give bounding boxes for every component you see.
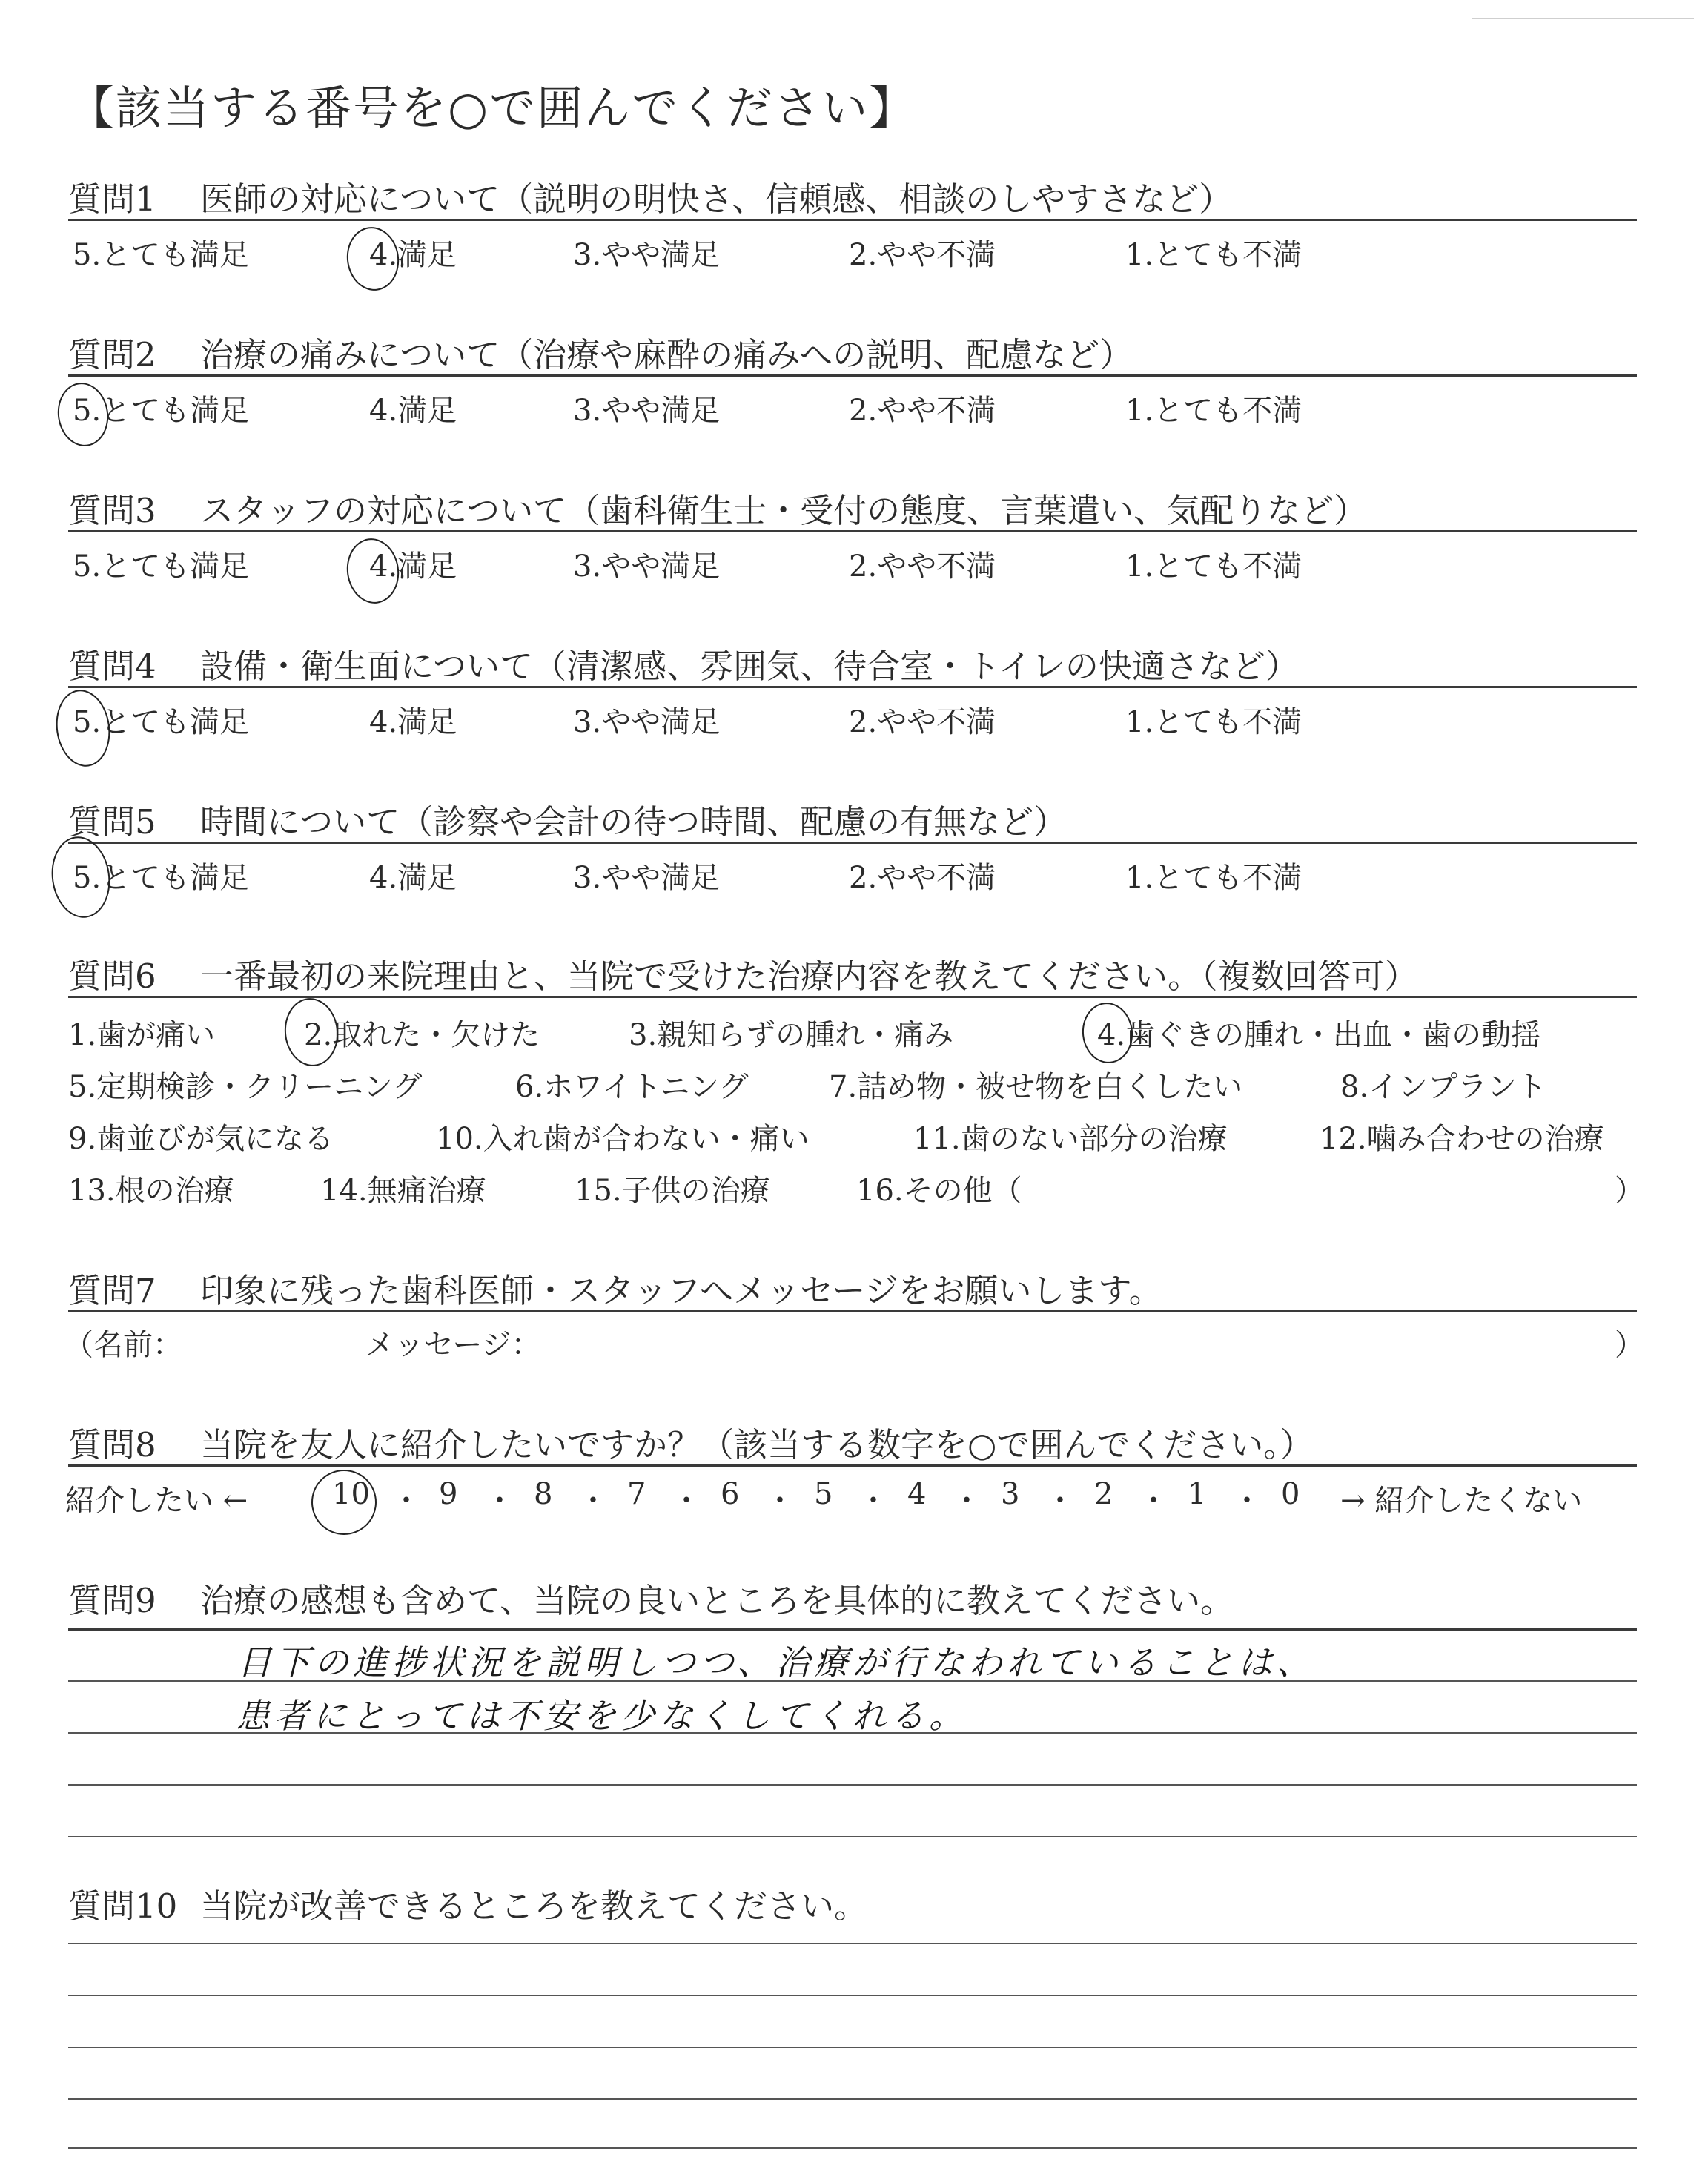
question-4-number: 質問4: [68, 647, 156, 686]
q6-option-10[interactable]: 10.入れ歯が合わない・痛い: [436, 1122, 810, 1156]
q3-option-3[interactable]: 3.やや満足: [573, 549, 721, 584]
question-7-text: 印象に残った歯科医師・スタッフへメッセージをお願いします。: [200, 1271, 1162, 1310]
q3-option-4[interactable]: 4.満足: [369, 549, 457, 584]
q6-answer-circle-2: [281, 995, 341, 1069]
q1-option-4[interactable]: 4.満足: [369, 238, 457, 272]
q9-handwritten-line-2: 患者にとっては不安を少なくしてくれる。: [236, 1696, 968, 1736]
question-5-title: [68, 795, 1067, 843]
question-2-rule: [68, 374, 1637, 377]
question-1-number: 質問1: [68, 179, 156, 219]
q8-scale-3[interactable]: 3: [1001, 1477, 1020, 1511]
q2-option-5[interactable]: 5.とても満足: [73, 394, 250, 428]
q2-option-3[interactable]: 3.やや満足: [573, 394, 721, 428]
q6-option-3[interactable]: 3.親知らずの腫れ・痛み: [629, 1018, 954, 1052]
q8-sep: ・: [578, 1484, 608, 1518]
q2-option-2[interactable]: 2.やや不満: [849, 394, 996, 428]
question-9-number: 質問9: [68, 1581, 156, 1620]
q6-option-9[interactable]: 9.歯並びが気になる: [68, 1122, 334, 1156]
question-6-rule: [68, 996, 1637, 998]
q6-option-16[interactable]: 16.その他（: [856, 1174, 1022, 1208]
question-4-rule: [68, 686, 1637, 688]
question-6-text: 一番最初の来院理由と、当院で受けた治療内容を教えてください。（複数回答可）: [200, 957, 1418, 996]
answer-line-4: [68, 1784, 1637, 1786]
q8-answer-circle: [311, 1470, 377, 1535]
question-3-text: スタッフの対応について（歯科衛生士・受付の態度、言葉遣い、気配りなど）: [200, 491, 1368, 530]
question-2-text: 治療の痛みについて（治療や麻酔の痛みへの説明、配慮など）: [200, 335, 1133, 374]
q4-option-2[interactable]: 2.やや不満: [849, 705, 996, 739]
q2-option-1[interactable]: 1.とても不満: [1125, 394, 1302, 428]
q8-scale-1[interactable]: 1: [1188, 1477, 1207, 1511]
q6-option-1[interactable]: 1.歯が痛い: [68, 1018, 216, 1052]
q4-option-3[interactable]: 3.やや満足: [573, 705, 721, 739]
q8-scale-8[interactable]: 8: [534, 1477, 553, 1511]
q6-option-6[interactable]: 6.ホワイトニング: [515, 1070, 749, 1104]
q10-line-2: [68, 1995, 1637, 1996]
q8-sep: ・: [1232, 1484, 1262, 1518]
q6-option-14[interactable]: 14.無痛治療: [320, 1174, 486, 1208]
q8-left-label: 紹介したい ←: [65, 1484, 248, 1518]
q7-name-label: （名前：: [64, 1328, 182, 1362]
q6-option-7[interactable]: 7.詰め物・被せ物を白くしたい: [829, 1070, 1243, 1104]
q8-sep: ・: [391, 1484, 421, 1518]
question-7-number: 質問7: [68, 1271, 156, 1310]
question-9-text: 治療の感想も含めて、当院の良いところを具体的に教えてください。: [200, 1581, 1234, 1620]
q10-line-5: [68, 2147, 1637, 2149]
q6-option-8[interactable]: 8.インプラント: [1340, 1070, 1547, 1104]
q7-close-paren: ）: [1615, 1328, 1644, 1362]
q4-option-4[interactable]: 4.満足: [369, 705, 457, 739]
q6-answer-circle-4: [1079, 1000, 1136, 1066]
q2-option-4[interactable]: 4.満足: [369, 394, 457, 428]
q5-option-2[interactable]: 2.やや不満: [849, 861, 996, 895]
q8-right-label: → 紹介したくない: [1340, 1484, 1583, 1518]
q8-sep: ・: [858, 1484, 888, 1518]
question-2-title: [68, 328, 1133, 376]
q10-line-1: [68, 1943, 1637, 1944]
question-8-text: 当院を友人に紹介したいですか？（該当する数字を○で囲んでください。）: [200, 1425, 1314, 1464]
q6-option-11[interactable]: 11.歯のない部分の治療: [913, 1122, 1228, 1156]
q8-scale-2[interactable]: 2: [1094, 1477, 1113, 1511]
question-1-text: 医師の対応について（説明の明快さ、信頼感、相談のしやすさなど）: [200, 179, 1233, 219]
answer-line-5: [68, 1836, 1637, 1837]
q5-option-5[interactable]: 5.とても満足: [73, 861, 250, 895]
q6-option-5[interactable]: 5.定期検診・クリーニング: [68, 1070, 423, 1104]
question-3-rule: [68, 530, 1637, 532]
question-6-title: [68, 949, 1418, 997]
q8-scale-7[interactable]: 7: [627, 1477, 646, 1511]
q8-sep: ・: [952, 1484, 982, 1518]
q8-scale-5[interactable]: 5: [814, 1477, 833, 1511]
q6-option-15[interactable]: 15.子供の治療: [575, 1174, 770, 1208]
q3-option-2[interactable]: 2.やや不満: [849, 549, 996, 584]
question-4-text: 設備・衛生面について（清潔感、雰囲気、待合室・トイレの快適さなど）: [200, 647, 1299, 686]
q1-option-1[interactable]: 1.とても不満: [1125, 238, 1302, 272]
q6-option-12[interactable]: 12.噛み合わせの治療: [1320, 1122, 1604, 1156]
question-2-number: 質問2: [68, 335, 156, 374]
question-10-number: 質問10: [68, 1886, 178, 1926]
q6-other-close-paren: ）: [1615, 1174, 1644, 1208]
q6-option-2[interactable]: 2.取れた・欠けた: [304, 1018, 540, 1052]
q8-sep: ・: [672, 1484, 701, 1518]
q5-option-3[interactable]: 3.やや満足: [573, 861, 721, 895]
q1-option-5[interactable]: 5.とても満足: [73, 238, 250, 272]
question-5-number: 質問5: [68, 802, 156, 842]
question-3-title: [68, 483, 1367, 532]
q10-line-3: [68, 2047, 1637, 2048]
q8-sep: ・: [485, 1484, 514, 1518]
q3-option-1[interactable]: 1.とても不満: [1125, 549, 1302, 584]
q4-option-5[interactable]: 5.とても満足: [73, 705, 250, 739]
question-8-rule: [68, 1464, 1637, 1467]
q10-line-4: [68, 2098, 1637, 2100]
q1-option-2[interactable]: 2.やや不満: [849, 238, 996, 272]
q1-option-3[interactable]: 3.やや満足: [573, 238, 721, 272]
q3-option-5[interactable]: 5.とても満足: [73, 549, 250, 584]
question-5-rule: [68, 842, 1637, 844]
q5-option-4[interactable]: 4.満足: [369, 861, 457, 895]
q5-option-1[interactable]: 1.とても不満: [1125, 861, 1302, 895]
q6-option-13[interactable]: 13.根の治療: [68, 1174, 234, 1208]
q8-scale-0[interactable]: 0: [1281, 1477, 1300, 1511]
q8-scale-6[interactable]: 6: [721, 1477, 740, 1511]
question-7-title: [68, 1264, 1162, 1312]
question-6-number: 質問6: [68, 957, 156, 996]
q7-message-label: メッセージ：: [365, 1328, 541, 1362]
q8-sep: ・: [1045, 1484, 1075, 1518]
question-7-rule: [68, 1310, 1637, 1312]
q8-scale-9[interactable]: 9: [439, 1477, 458, 1511]
q8-scale-4[interactable]: 4: [907, 1477, 927, 1511]
q6-option-4[interactable]: 4.歯ぐきの腫れ・出血・歯の動揺: [1097, 1018, 1541, 1052]
question-1-rule: [68, 219, 1637, 221]
q8-sep: ・: [765, 1484, 795, 1518]
page-heading: 【該当する番号を○で囲んでください】: [68, 81, 917, 135]
question-1-title: [68, 172, 1232, 220]
question-5-text: 時間について（診察や会計の待つ時間、配慮の有無など）: [200, 802, 1068, 842]
q8-sep: ・: [1139, 1484, 1168, 1518]
question-10-text: 当院が改善できるところを教えてください。: [200, 1886, 868, 1926]
answer-line-1: [68, 1628, 1637, 1631]
question-4-title: [68, 639, 1299, 687]
q5-answer-circle: [47, 833, 116, 922]
question-8-title: [68, 1418, 1314, 1466]
question-9-title: [68, 1573, 1234, 1622]
q8-scale-10[interactable]: 10: [332, 1477, 370, 1511]
scan-edge-line: [1472, 18, 1694, 19]
q9-handwritten-line-1: 目下の進捗状況を説明しつつ、治療が行なわれていることは、: [237, 1642, 1316, 1682]
question-8-number: 質問8: [68, 1425, 156, 1464]
question-10-title: [68, 1879, 867, 1927]
q4-option-1[interactable]: 1.とても不満: [1125, 705, 1302, 739]
question-3-number: 質問3: [68, 491, 156, 530]
